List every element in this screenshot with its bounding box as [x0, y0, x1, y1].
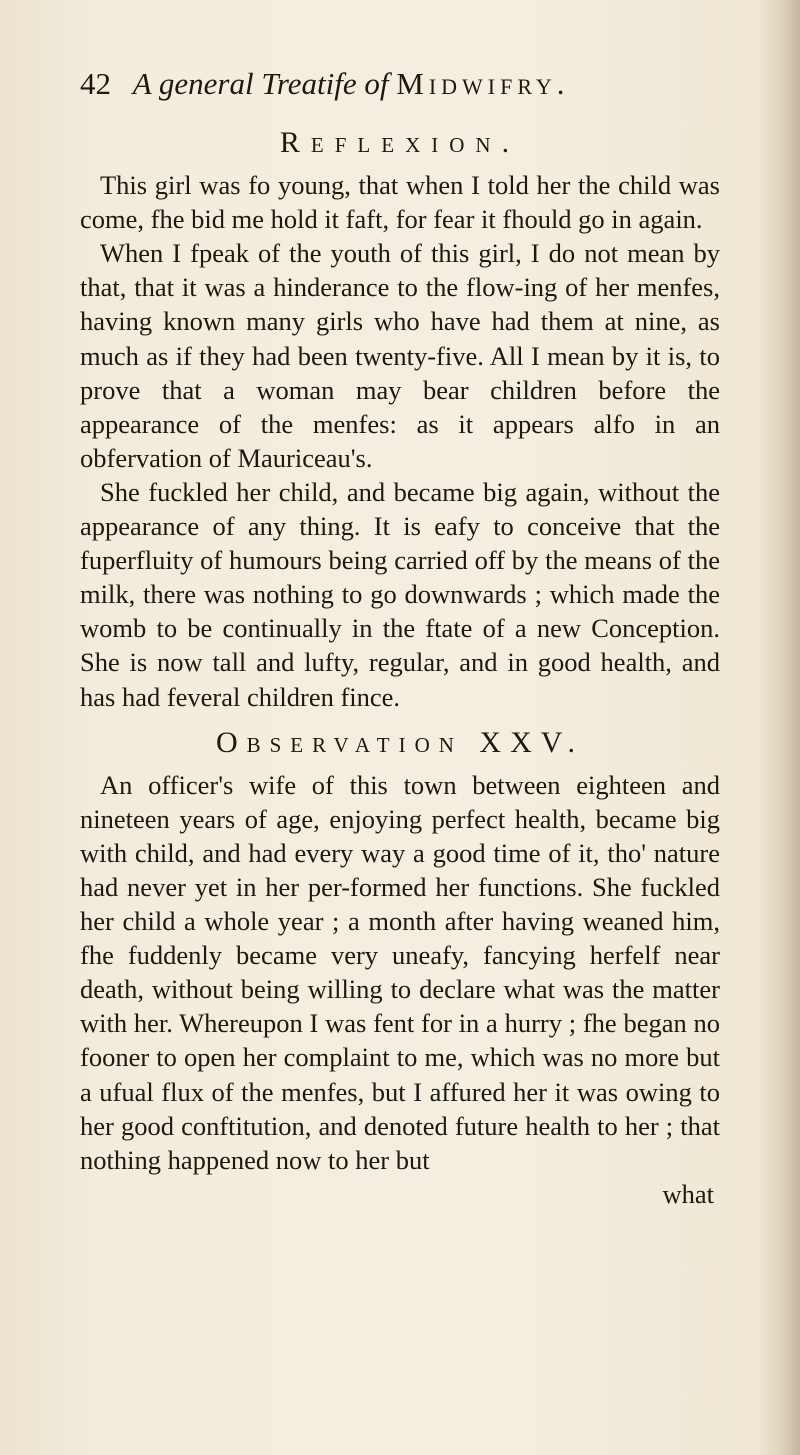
paragraph: An officer's wife of this town between eighteen and nineteen years of age, enjoying perfect health, became big with child, and had every way a good time of it, tho' nature had never yet in her per-formed her functions. She fuckled her child a whole year ; a month after having weaned him, fhe fuddenly became very uneafy, fancying herfelf near death, without being willing to declare what was the matter with her. Whereupon I was fent for in a hurry ; fhe began no fooner to open her complaint to me, which was no more but a ufual flux of the menfes, but I affured her it was owing to her good conftitution, and denoted future health to her ; that nothing happened now to her but: [80, 769, 720, 1175]
page-edge-shadow: [758, 0, 800, 1455]
section-heading-observation: Observation XXV.: [215, 725, 585, 759]
paragraph: She fuckled her child, and became big again, without the appearance of any thing. It is eafy to conceive that the fuperfluity of humours being carried off by the means of the milk, there was nothing to go downwards ; which made the womb to be continually in the ftate of a new Conception. She is now tall and lufty, regular, and in good health, and has had feveral children fince.: [80, 476, 720, 712]
paragraph: This girl was fo young, that when I told her the child was come, fhe bid me hold it faft, for fear it fhould go in again.: [80, 170, 720, 235]
running-head-title: A general Treatife of: [132, 66, 389, 101]
paragraph: When I fpeak of the youth of this girl, I do not mean by that, that it was a hinderance to the flow-ing of her menfes, having known many girls who have had them at nine, as much as if they had been twenty-five. All I mean by it is, to prove that a woman may bear children before the appearance of the menfes: as it appears alfo in an obfervation of Mauriceau's.: [80, 238, 720, 473]
page-number: 42: [80, 66, 111, 101]
running-head: [80, 66, 720, 110]
running-head-subject: Midwifry.: [396, 66, 570, 101]
catchword: what: [662, 1178, 714, 1209]
section-heading-reflexion: Reflexion.: [279, 126, 521, 159]
page-body: [80, 126, 720, 1211]
